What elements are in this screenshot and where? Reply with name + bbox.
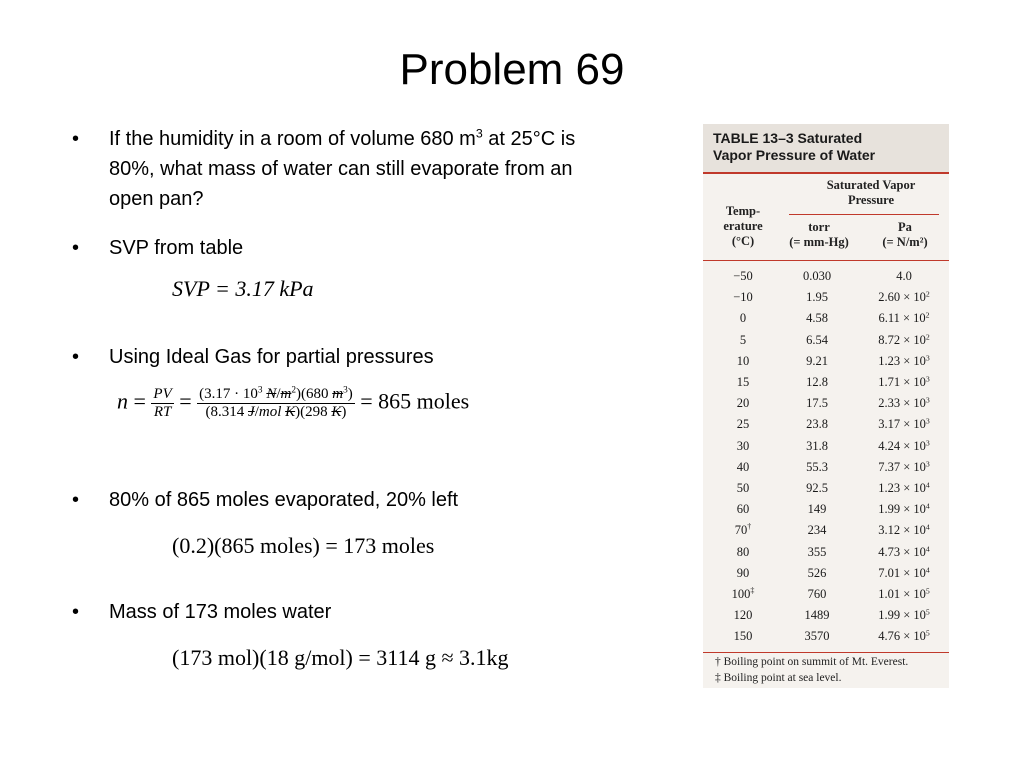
cell-temperature: 50 [736,481,750,495]
cell-pa: $4.24 \times 10^3$ [878,437,930,453]
cell-pa: $1.99 \times 10^5$ [878,607,930,623]
bullet-dot: • [72,601,80,623]
table-row [703,266,949,287]
cell-pa: $1.71 \times 10^3$ [878,374,930,389]
vapor-pressure-table [703,124,949,688]
cell-temperature: −10 [733,290,753,305]
cell-torr: 3570 [804,629,830,644]
cell-torr: 31.8 [806,438,828,453]
remaining-moles-equation: (0.2)(865 moles) = 173 moles [172,533,435,558]
cell-torr: 234 [807,523,827,538]
bullet-text: 80% of 865 moles evaporated, 20% left [109,489,459,511]
table-row [703,499,949,520]
cell-temperature: 90 [736,565,750,580]
footnote-sea-level: ‡ Boiling point at sea level. [715,672,842,684]
cell-pa: $1.99 \times 10^4$ [878,501,930,517]
cell-pa: $2.60 \times 10^2$ [878,289,930,305]
cell-torr: 149 [807,502,827,517]
cell-temperature: 10 [736,353,750,368]
header-bottom-rule [703,260,949,261]
table-row [703,414,949,435]
cell-pa: $4.76 \times 10^5$ [878,628,930,644]
table-row [703,351,949,372]
cell-temperature: 60 [736,502,750,517]
table-title: TABLE 13–3 Saturated Vapor Pressure of Water [713,130,876,163]
col-header-temperature: Temp- erature (°C) [723,204,763,248]
table-row [703,287,949,308]
cell-temperature: 70† [734,522,752,538]
cell-temperature: 25 [736,417,750,432]
cell-torr: 6.54 [806,332,828,347]
cell-pa: $1.23 \times 10^4$ [878,480,930,495]
cell-torr: 92.5 [806,481,828,495]
cell-pa: $4.73 \times 10^4$ [878,543,930,559]
cell-temperature: 40 [736,459,750,474]
cell-torr: 1.95 [806,290,828,305]
cell-pa: $8.72 \times 10^2$ [878,331,930,347]
table-row [703,563,949,584]
table-row [703,626,949,647]
cell-pa: $1.01 \times 10^5$ [878,586,930,601]
cell-temperature: 5 [739,332,747,347]
table-row [703,605,949,626]
cell-pa: 4.0 [896,269,912,283]
group-header-rule [789,214,939,215]
table-row [703,372,949,393]
cell-temperature: 15 [736,375,750,389]
table-row [703,308,949,329]
cell-pa: $7.01 \times 10^4$ [878,565,930,580]
problem-line-3: open pan? [109,188,204,210]
cell-pa: $3.12 \times 10^4$ [878,522,930,538]
table-bottom-rule [703,652,949,653]
footnote-everest: † Boiling point on summit of Mt. Everest. [715,656,909,668]
ideal-gas-result: = 865 moles [360,388,470,414]
group-header: Saturated Vapor Pressure [826,178,916,207]
bullet-dot: • [72,128,80,150]
cell-pa: $6.11 \times 10^2$ [878,310,930,326]
cell-pa: $7.37 \times 10^3$ [878,459,930,474]
cell-torr: 355 [807,544,827,559]
cell-torr: 4.58 [806,311,828,326]
cell-torr: 55.3 [806,459,828,474]
substituted-fraction: $\frac{(3.17 \cdot 10^3 N/m^2)(680 m^3)}{\text{(8.314 J/mol K)(298 K)}}$ [199,385,353,420]
table-row [703,457,949,478]
problem-line-2: 80%, what mass of water can still evaporate from an [109,158,573,180]
table-title-bar [703,124,949,172]
cell-pa: $1.23 \times 10^3$ [878,353,930,368]
table-row [703,436,949,457]
slide-title: Problem 69 [399,45,625,94]
cell-temperature: 150 [733,629,753,644]
table-row [703,520,949,541]
cell-torr: 12.8 [806,375,828,389]
bullet-dot: • [72,489,80,511]
cell-temperature: 30 [736,438,750,453]
col-header-pa: Pa (= N/m²) [882,220,928,249]
table-row [703,330,949,351]
cell-torr: 0.030 [802,269,832,283]
table-row [703,542,949,563]
table-row [703,478,949,499]
cell-temperature: 100‡ [731,586,755,601]
bullet-text: Mass of 173 moles water [109,601,332,623]
cell-torr: 9.21 [806,353,828,368]
bullet-dot: • [72,346,80,368]
table-row [703,584,949,605]
cell-torr: 17.5 [806,396,828,411]
cell-temperature: 120 [733,608,753,623]
col-header-torr: torr (= mm-Hg) [789,220,849,249]
problem-line-1: If the humidity in a room of volume 680 $m^3$ at 25°C is [109,126,576,150]
cell-torr: 1489 [804,608,830,623]
cell-pa: $2.33 \times 10^3$ [878,395,930,411]
svp-equation: SVP = 3.17 kPa [172,276,314,301]
mass-equation: (173 mol)(18 g/mol) = 3114 g ≈ 3.1kg [172,645,509,670]
cell-temperature: 20 [736,396,750,411]
table-row [703,393,949,414]
cell-temperature: 80 [736,544,750,559]
cell-temperature: −50 [733,269,753,283]
bullet-text: Using Ideal Gas for partial pressures [109,346,434,368]
pv-over-rt-fraction: $\frac{PV}{RT}$ [153,386,172,420]
cell-pa: $3.17 \times 10^3$ [878,416,930,432]
cell-torr: 760 [807,587,827,601]
bullet-text: SVP from table [109,237,244,259]
cell-torr: 23.8 [806,417,828,432]
cell-torr: 526 [807,565,827,580]
table-top-rule [703,172,949,174]
ideal-gas-equation: n = $\frac{PV}{RT}$ = $\frac{(3.17 \cdot 10^3 N/m^2)(680 m^3)}{\text{(8.314 J/mol K)(298 K)}}$ = 865 moles [117,385,470,420]
bullet-dot: • [72,237,80,259]
cell-temperature: 0 [739,311,747,326]
